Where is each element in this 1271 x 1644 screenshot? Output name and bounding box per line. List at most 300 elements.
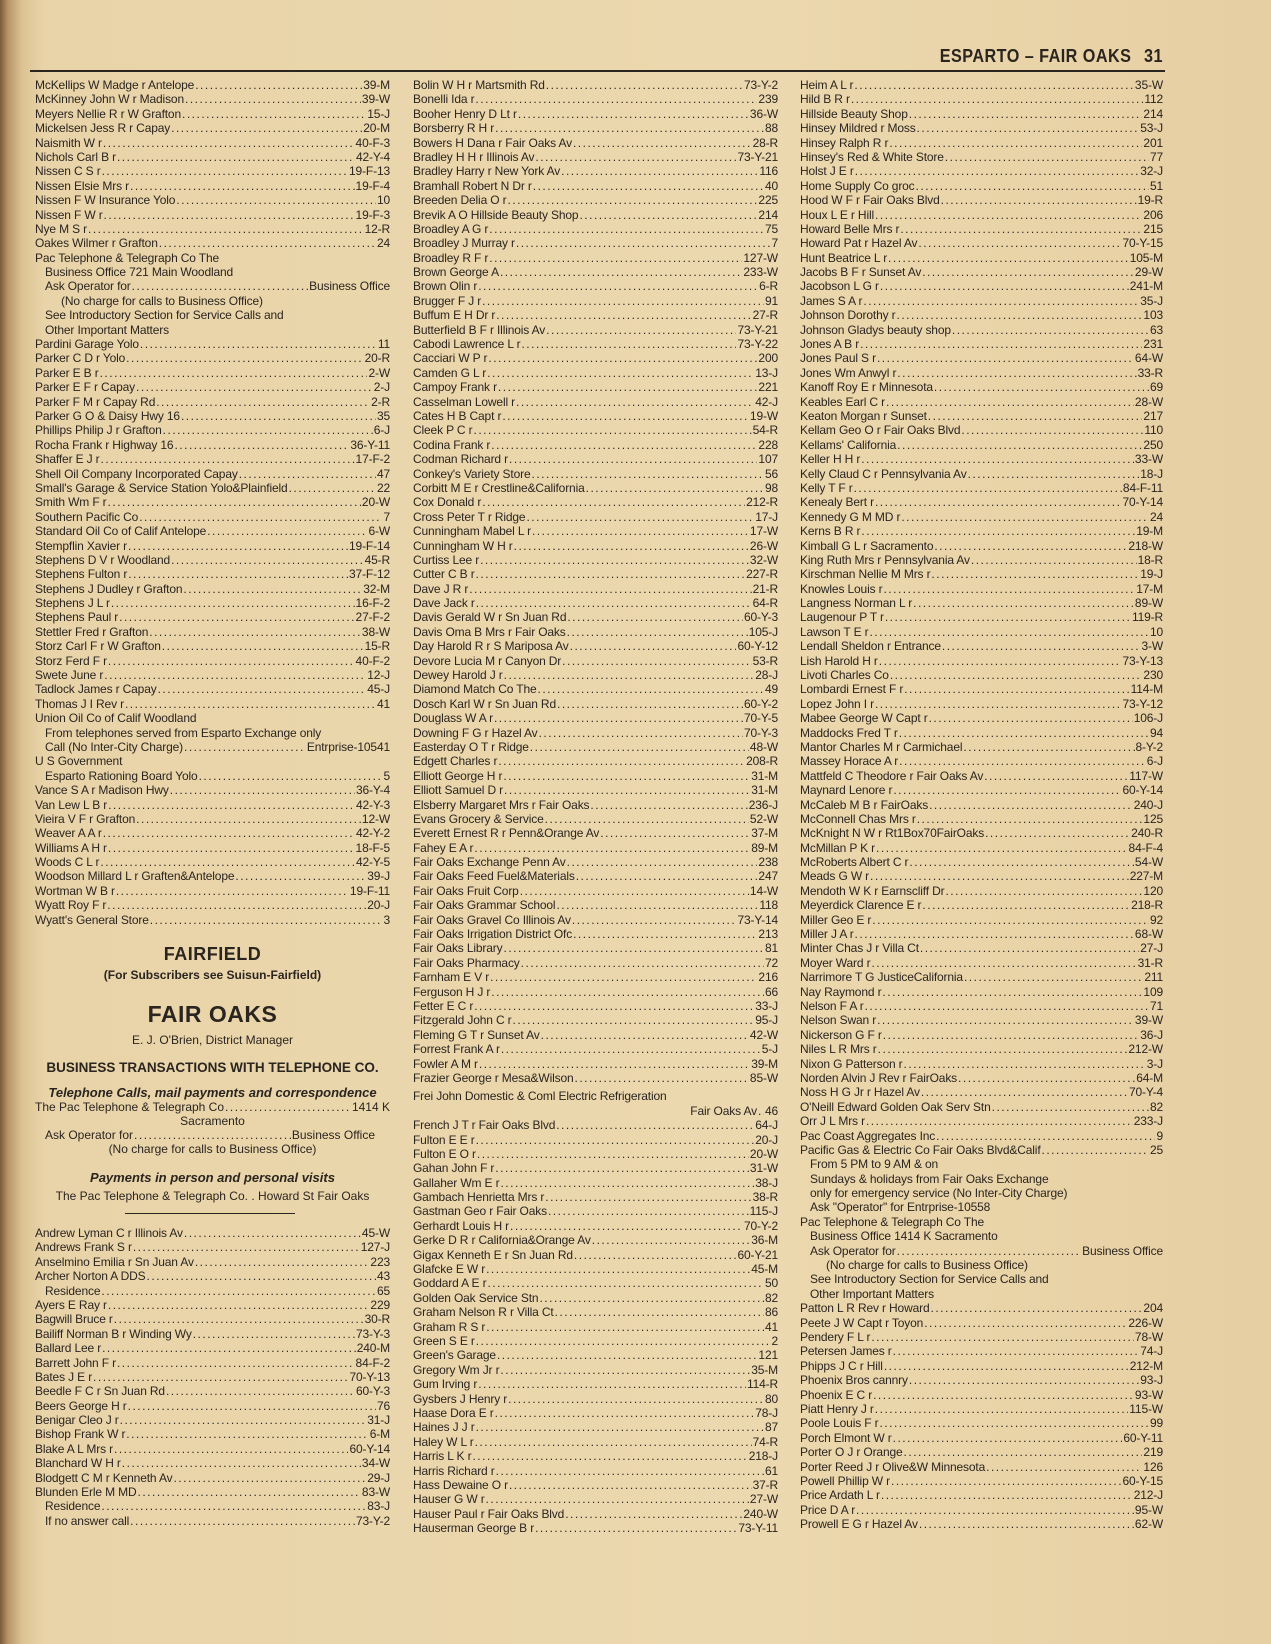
listing-row xyxy=(413,769,778,783)
listing-name: Haley W L r xyxy=(413,1434,474,1449)
dot-leader xyxy=(207,524,367,538)
listing-row xyxy=(35,107,390,121)
listing-name: Knowles Louis r xyxy=(800,581,883,596)
listing-row xyxy=(800,150,1163,164)
listing-name: Edgett Charles r xyxy=(413,754,498,769)
listing-number: 39-J xyxy=(367,869,390,884)
listing-name: Weaver A A r xyxy=(35,826,102,841)
listing-name: McKinney John W r Madison xyxy=(35,92,184,107)
listing-row xyxy=(413,380,778,394)
listing-row xyxy=(35,596,390,610)
dot-leader xyxy=(897,366,1136,380)
listing-number: 45-R xyxy=(364,552,390,567)
listing-number: 83-W xyxy=(361,1485,390,1500)
dot-leader xyxy=(572,913,737,927)
listing-number: 26-W xyxy=(749,538,778,553)
dot-leader xyxy=(942,639,1141,653)
listing-number: 2 xyxy=(771,1333,778,1348)
listing-name: King Ruth Mrs r Pennsylvania Av xyxy=(800,552,970,567)
listing-row xyxy=(413,898,778,912)
listing-number: 20-W xyxy=(361,495,390,510)
listing-number: 88 xyxy=(764,121,778,136)
listing-row xyxy=(413,1478,778,1492)
listing-row xyxy=(413,596,778,610)
dot-leader xyxy=(508,1392,764,1406)
listing-name: Casselman Lowell r xyxy=(413,394,516,409)
dot-leader xyxy=(556,898,758,912)
dot-leader xyxy=(855,927,1134,941)
entry-name: The Pac Telephone & Telegraph Co xyxy=(35,1100,225,1114)
listing-number: 5-J xyxy=(761,1042,778,1057)
dot-leader xyxy=(871,956,1136,970)
listing-name: Minter Chas J r Villa Ct xyxy=(800,941,919,956)
listing-row xyxy=(35,1269,390,1283)
listing-name: Petersen James r xyxy=(800,1344,892,1359)
listing-number: 218-W xyxy=(1128,538,1163,553)
dot-leader xyxy=(532,467,764,481)
listing-name: Porter Reed J r Olive&W Minnesota xyxy=(800,1459,986,1474)
listing-row xyxy=(800,1402,1163,1416)
listing-number: 33-R xyxy=(1137,365,1163,380)
dot-leader xyxy=(964,970,1143,984)
listing-number: 19-F-11 xyxy=(349,883,390,898)
listing-number: 30-R xyxy=(364,1312,390,1327)
dot-leader xyxy=(539,1291,764,1305)
listing-row xyxy=(800,136,1163,150)
dot-leader xyxy=(929,798,1133,812)
dot-leader xyxy=(567,610,743,624)
listing-row xyxy=(35,380,390,394)
listing-number: 36-M xyxy=(751,1233,778,1248)
dot-leader xyxy=(579,208,757,222)
dot-leader xyxy=(489,222,764,236)
listing-row xyxy=(413,927,778,941)
dot-leader xyxy=(555,1305,764,1319)
listing-number: 16-F-2 xyxy=(355,596,390,611)
listing-name: McKellips W Madge r Antelope xyxy=(35,78,195,92)
listing-name: Vieira V F r Grafton xyxy=(35,811,136,826)
listing-number: 21-R xyxy=(752,581,778,596)
listing-row xyxy=(35,582,390,596)
listing-number: 54-R xyxy=(752,423,778,438)
listing-row xyxy=(35,265,390,279)
listing-number: 60-Y-11 xyxy=(1123,1430,1163,1445)
listing-row xyxy=(35,898,390,912)
listing-name: Kenealy Bert r xyxy=(800,495,874,510)
listing-row xyxy=(800,1229,1163,1243)
listing-number: 29-W xyxy=(1134,265,1163,280)
listing-number: 3-J xyxy=(1146,1056,1163,1071)
listing-name: Stephens Fulton r xyxy=(35,567,128,582)
listing-number: 39-M xyxy=(751,1056,778,1071)
listing-name: Shaffer E J r xyxy=(35,452,100,467)
listing-row xyxy=(35,438,390,452)
listing-name: Conkey's Variety Store xyxy=(413,466,531,481)
listing-row xyxy=(413,164,778,178)
listing-row xyxy=(413,826,778,840)
listing-number: 73-Y-21 xyxy=(737,322,778,337)
listing-number: 27-W xyxy=(749,1492,778,1507)
listing-number: 240-J xyxy=(1133,797,1163,812)
listing-name: Johnson Dorothy r xyxy=(800,308,896,323)
listing-number: 212-J xyxy=(1133,1488,1163,1503)
listing-row xyxy=(413,1435,778,1449)
listing-row xyxy=(413,265,778,279)
listing-row xyxy=(413,711,778,725)
listing-row xyxy=(800,783,1163,797)
listing-name: Storz Ferd F r xyxy=(35,653,107,668)
listing-number: 70-Y-2 xyxy=(743,1218,778,1233)
listing-name: Howard Belle Mrs r xyxy=(800,221,900,236)
dot-leader xyxy=(592,1233,751,1247)
dot-leader xyxy=(901,510,1149,524)
listing-row xyxy=(35,279,390,293)
dot-leader xyxy=(888,251,1129,265)
dot-leader xyxy=(928,409,1143,423)
listing-number: 17-M xyxy=(1136,581,1163,596)
dot-leader xyxy=(514,539,749,553)
listing-row xyxy=(800,1517,1163,1531)
dot-leader xyxy=(521,337,736,351)
listing-name: Fair Oaks Pharmacy xyxy=(413,955,520,970)
listing-number: 120 xyxy=(1143,883,1163,898)
dot-leader xyxy=(130,1514,355,1528)
listing-row xyxy=(413,841,778,855)
listing-row xyxy=(413,639,778,653)
dot-leader xyxy=(195,78,362,92)
listing-name: Hass Dewaine O r xyxy=(413,1477,508,1492)
listing-name: Parker G O & Daisy Hwy 16 xyxy=(35,408,180,423)
listing-number: 29-J xyxy=(367,1470,390,1485)
listing-number: 64-M xyxy=(1136,1070,1163,1085)
listing-name: McCaleb M B r FairOaks xyxy=(800,797,929,812)
listing-row xyxy=(413,956,778,970)
dot-leader xyxy=(861,452,1134,466)
listing-number: 38-R xyxy=(752,1190,778,1205)
dot-leader xyxy=(508,193,758,207)
listing-number: 71 xyxy=(1149,999,1163,1013)
listing-row xyxy=(35,467,390,481)
listing-name: Fahey E A r xyxy=(413,840,474,855)
listing-row xyxy=(413,337,778,351)
dot-leader xyxy=(497,1348,758,1362)
dot-leader xyxy=(474,999,754,1013)
listing-name: Davis Oma B Mrs r Fair Oaks xyxy=(413,624,566,639)
dot-leader xyxy=(475,92,757,106)
listing-row xyxy=(35,121,390,135)
listing-number: 114-M xyxy=(1130,682,1163,697)
listing-number: 115-J xyxy=(749,1204,778,1219)
listing-row xyxy=(800,841,1163,855)
listing-row xyxy=(35,136,390,150)
dot-leader xyxy=(498,380,758,394)
listing-name: Hinsey Ralph R r xyxy=(800,135,889,150)
listing-name: Gerke D R r California&Orange Av xyxy=(413,1233,591,1248)
dot-leader xyxy=(101,1284,376,1298)
no-charge-note: (No charge for calls to Business Office) xyxy=(108,1142,317,1156)
listing-row xyxy=(413,1291,778,1305)
dot-leader xyxy=(474,841,750,855)
listing-name: Moyer Ward r xyxy=(800,955,871,970)
dot-leader xyxy=(495,1161,749,1175)
dot-leader xyxy=(103,826,355,840)
listing-name: Fleming G T r Sunset Av xyxy=(413,1027,540,1042)
header-rule xyxy=(30,70,1165,72)
listing-row xyxy=(413,1492,778,1506)
listing-row xyxy=(413,193,778,207)
dot-leader xyxy=(922,898,1130,912)
dot-leader xyxy=(114,1312,364,1326)
dot-leader xyxy=(576,869,758,883)
listing-name: Tadlock James r Capay xyxy=(35,682,157,697)
listing-row xyxy=(800,668,1163,682)
listing-name: Cunningham Mabel L r xyxy=(413,524,531,539)
listing-number: 74-J xyxy=(1140,1344,1163,1359)
listing-row xyxy=(413,869,778,883)
dot-leader xyxy=(491,438,757,452)
listing-number: 110 xyxy=(1144,423,1163,438)
listing-name: Gum Irving r xyxy=(413,1377,478,1392)
listing-number: 39-W xyxy=(361,92,390,107)
dot-leader xyxy=(567,625,748,639)
listing-row xyxy=(35,1356,390,1370)
dot-leader xyxy=(535,150,736,164)
listing-number: 31-R xyxy=(1137,955,1163,970)
listing-number: 32-M xyxy=(363,581,390,596)
dot-leader xyxy=(111,596,355,610)
dot-leader xyxy=(921,1085,1128,1099)
listing-number: 19-R xyxy=(1137,193,1163,208)
listing-number: 51 xyxy=(1149,178,1163,193)
listing-name: Livoti Charles Co xyxy=(800,668,889,683)
listing-name: Camden G L r xyxy=(413,365,487,380)
listing-number: 118 xyxy=(759,898,778,913)
listing-row xyxy=(800,524,1163,538)
dot-leader xyxy=(963,740,1134,754)
listing-row xyxy=(413,222,778,236)
listing-number: 60-Y-3 xyxy=(355,1384,390,1399)
dot-leader xyxy=(909,855,1134,869)
listing-name: Esparto Rationing Board Yolo xyxy=(45,768,198,783)
listing-name: Gambach Henrietta Mrs r xyxy=(413,1190,545,1205)
listing-row xyxy=(800,1445,1163,1459)
dot-leader xyxy=(488,351,757,365)
dot-leader xyxy=(138,1485,361,1499)
listing-name: Jacobson L G r xyxy=(800,279,879,294)
dot-leader xyxy=(872,913,1149,927)
listing-name: Fair Oaks Fruit Corp xyxy=(413,883,519,898)
listing-number: 93-J xyxy=(1140,1373,1163,1388)
listing-row xyxy=(800,1057,1163,1071)
listing-row xyxy=(35,251,390,265)
listing-number: 225 xyxy=(758,193,778,208)
listing-name: Andrew Lyman C r Illinois Av xyxy=(35,1226,183,1240)
listing-number: 233-W xyxy=(743,265,778,280)
listing-number: 66 xyxy=(764,984,778,999)
listing-number: 212-M xyxy=(1129,1358,1163,1373)
listing-name: Shell Oil Company Incorporated Capay xyxy=(35,466,238,481)
dot-leader xyxy=(518,107,749,121)
dot-leader xyxy=(882,985,1142,999)
listing-number: 52-W xyxy=(749,811,778,826)
listing-number: 19-J xyxy=(1140,567,1163,582)
listing-number: 106-J xyxy=(1133,711,1163,726)
dot-leader xyxy=(171,553,364,567)
listing-row xyxy=(413,625,778,639)
listing-name: Ask Operator for xyxy=(810,1243,896,1258)
dot-leader xyxy=(913,596,1134,610)
listing-name: Graham Nelson R r Villa Ct xyxy=(413,1305,554,1320)
listing-number: 72 xyxy=(764,955,778,970)
listing-row xyxy=(800,366,1163,380)
listing-number: 36-Y-4 xyxy=(355,783,390,798)
listing-row xyxy=(800,308,1163,322)
listing-row xyxy=(413,409,778,423)
listing-name: Gerhardt Louis H r xyxy=(413,1218,510,1233)
listing-row xyxy=(800,1373,1163,1387)
dot-leader xyxy=(924,1316,1127,1330)
dot-leader xyxy=(985,826,1130,840)
listing-number: 82 xyxy=(1149,1099,1163,1114)
listing-number: 37-F-12 xyxy=(349,567,390,582)
dot-leader xyxy=(916,179,1149,193)
listing-name: Brugger F J r xyxy=(413,293,482,308)
listing-number: 39-W xyxy=(1134,1013,1163,1028)
listing-name: Orr J L Mrs r xyxy=(800,1114,865,1129)
listing-number: 82 xyxy=(764,1290,778,1305)
listing-row xyxy=(413,754,778,768)
listing-name: Easterday O T r Ridge xyxy=(413,739,529,754)
dot-leader xyxy=(491,985,764,999)
listing-name: Bagwill Bruce r xyxy=(35,1312,113,1327)
dot-leader xyxy=(495,1406,755,1420)
listing-name: Farnham E V r xyxy=(413,970,490,985)
dot-leader xyxy=(904,682,1129,696)
dot-leader xyxy=(590,798,747,812)
listing-number: 31-J xyxy=(367,1413,390,1428)
listing-name: Green S E r xyxy=(413,1333,475,1348)
dot-leader xyxy=(934,380,1149,394)
listing-name: Bonelli Ida r xyxy=(413,92,475,107)
listing-row xyxy=(35,697,390,711)
dot-leader xyxy=(496,1464,764,1478)
listing-number: 35-J xyxy=(1140,293,1163,308)
listing-number: 53-R xyxy=(752,653,778,668)
listing-name: Lendall Sheldon r Entrance xyxy=(800,639,941,654)
dot-leader xyxy=(562,654,751,668)
dot-leader xyxy=(866,1114,1133,1128)
listing-name: Fair Oaks Feed Fuel&Materials xyxy=(413,869,575,884)
dot-leader xyxy=(886,395,1134,409)
listing-name: Meyers Nellie R r W Grafton xyxy=(35,106,181,121)
listing-number: 32-W xyxy=(749,552,778,567)
listing-number: 63 xyxy=(1149,322,1163,337)
listing-name: (No charge for calls to Business Office) xyxy=(61,293,263,308)
listing-name: Small's Garage & Service Station Yolo&Plainfield xyxy=(35,480,288,495)
dot-leader xyxy=(108,495,361,509)
listing-row xyxy=(35,222,390,236)
listing-name: Gallaher Wm E r xyxy=(413,1175,500,1190)
listing-name: Mickelsen Jess R r Capay xyxy=(35,121,171,136)
listing-row xyxy=(413,1521,778,1535)
dot-leader xyxy=(183,582,362,596)
listing-row xyxy=(35,193,390,207)
listing-name: Cox Donald r xyxy=(413,495,482,510)
listing-row xyxy=(800,1100,1163,1114)
listing-name: only for emergency service (No Inter-City Charge) xyxy=(810,1186,1068,1201)
dot-leader xyxy=(918,236,1121,250)
listing-name: If no answer call xyxy=(45,1513,130,1528)
listing-row xyxy=(35,913,390,927)
listing-name: Business Office 721 Main Woodland xyxy=(45,265,234,280)
listing-number: 24 xyxy=(376,236,390,251)
listing-number: 56 xyxy=(764,466,778,481)
listing-row xyxy=(800,1129,1163,1143)
listing-row xyxy=(413,308,778,322)
listing-name: Codman Richard r xyxy=(413,452,508,467)
dot-leader xyxy=(526,510,754,524)
dot-leader xyxy=(881,1488,1133,1502)
dot-leader xyxy=(225,1100,351,1114)
dot-leader xyxy=(166,1384,355,1398)
listing-number: 74-R xyxy=(752,1434,778,1449)
dot-leader xyxy=(922,265,1134,279)
listing-name: Noss H G Jr r Hazel Av xyxy=(800,1085,920,1100)
dot-leader xyxy=(883,582,1135,596)
listing-number: 47 xyxy=(376,466,390,481)
dot-leader xyxy=(502,409,749,423)
listing-name: Pardini Garage Yolo xyxy=(35,337,139,352)
listing-row xyxy=(800,1488,1163,1502)
listing-name: Gahan John F r xyxy=(413,1161,495,1176)
listing-row xyxy=(35,553,390,567)
listing-row xyxy=(35,1456,390,1470)
dot-leader xyxy=(100,855,355,869)
listing-row xyxy=(800,179,1163,193)
listing-number: 247 xyxy=(758,869,778,884)
listing-row xyxy=(800,265,1163,279)
listing-row xyxy=(800,539,1163,553)
listing-row xyxy=(35,567,390,581)
dot-leader xyxy=(516,236,771,250)
listing-name: Bailiff Norman B r Winding Wy xyxy=(35,1326,192,1341)
listing-number: 73-Y-21 xyxy=(737,149,778,164)
listing-name: Blodgett C M r Kenneth Av xyxy=(35,1470,173,1485)
listing-row xyxy=(800,1416,1163,1430)
listing-name: Beedle F C r Sn Juan Rd xyxy=(35,1384,165,1399)
dot-leader xyxy=(170,783,355,797)
listing-number: 213 xyxy=(758,927,778,942)
listing-row xyxy=(413,495,778,509)
listing-name: Ferguson H J r xyxy=(413,984,491,999)
listing-number: 73-Y-3 xyxy=(355,1326,390,1341)
dot-leader xyxy=(117,150,355,164)
listing-row xyxy=(413,1320,778,1334)
listing-row xyxy=(35,1240,390,1254)
dot-leader xyxy=(567,855,758,869)
listing-number: 103 xyxy=(1143,308,1163,323)
listing-row xyxy=(800,1316,1163,1330)
listing-name: From telephones served from Esparto Exchange only xyxy=(45,725,322,740)
listing-row xyxy=(35,855,390,869)
listing-row xyxy=(35,711,390,725)
listing-name: Patton L R Rev r Howard xyxy=(800,1301,930,1316)
listing-row xyxy=(800,510,1163,524)
dot-leader xyxy=(139,510,382,524)
listing-row xyxy=(413,1104,778,1118)
listing-row xyxy=(35,682,390,696)
listing-name: Nissen C S r xyxy=(35,164,101,179)
